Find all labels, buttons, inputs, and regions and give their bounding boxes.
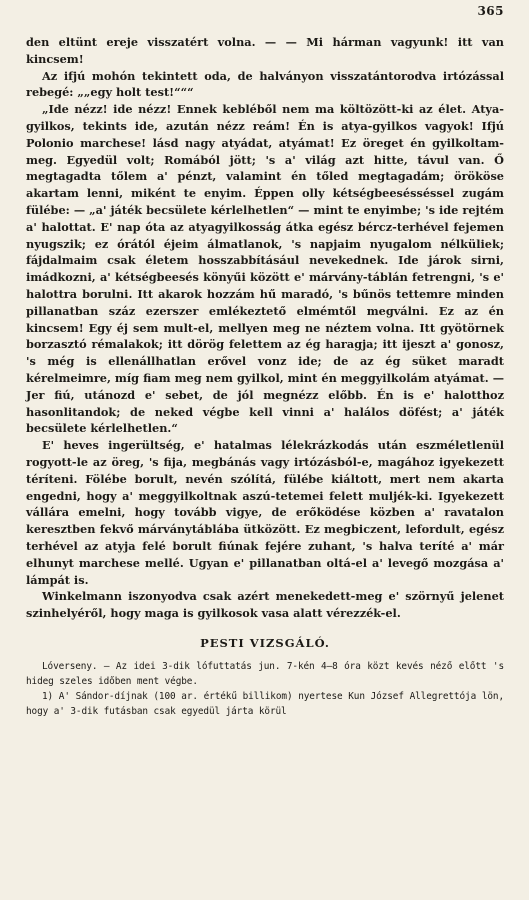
section-title: PESTI VIZSGÁLÓ. (200, 635, 330, 650)
book-page (26, 0, 504, 900)
page-number: 365 (477, 4, 504, 18)
paragraph: Az ifjú mohón tekintett oda, de halványon visszatántorodva irtózással rebegé: „„egy holt test!“““ (26, 68, 504, 100)
small-paragraph: Lóverseny. — Az idei 3-dik lófuttatás jun. 7-kén 4—8 óra közt kevés néző előtt 's hideg szeles időben ment végbe. (26, 660, 504, 687)
paragraph: den eltünt ereje visszatért volna. — — Mi hárman vagyunk! itt van kincsem! (26, 35, 504, 66)
paragraph: „Ide nézz! ide nézz! Ennek kebléből nem ma költözött-ki az élet. Atya-gyilkos, tekints ide, azután nézz reám! Én is atya-gyilkos vagyok! Ifjú Polonio marchese! lásd nagy atyádat, atyámat! Ez öreget én gyilkoltam-meg. Egyedül volt; Romából jött; 's a' világ azt hitte, távul van. Ő megtagadta tőlem a' pénzt, valamint én tőled megtagadám; örököse akartam lenni, miként te enyim. Éppen olly kétségbeesésséssel zugám fülébe: — „a' játék becsülete kérlelhetlen“ — mint te enyimbe; 's ide rejtém a' halottat. E' nap óta az atyagyilkosság átka egész bércz-terhével fejemen nyugszik; ez órától éjeim álmatlanok, 's napjaim nyugalom nélküliek; fájdalmaim csak életem hosszabbításául nevekednek. Ide járok sirni, imádkozni, a' kétségbeesés könyűi között e' márvány-táblán fetrengni, 's e' halottra borulni. Itt akarok hozzám hű maradó, 's bűnös tettemre minden pillanatban száz ezerszer emlékeztető elmémtől megválni. Ez az én kincsem! Egy éj sem mult-el, mellyen meg ne néztem volna. Itt gyötörnek borzasztó rémalakok; itt dörög felettem az ég haragja; itt ijeszt a' gonosz, 's még is ellenállhatlan erővel vonz ide; de az ég süket maradt kérelmeimre, míg fiam meg nem gyilkol, mint én meggyilkolám atyámat. — Jer fiú, utánozd e' sebet, de jól megnézz előbb. Én is e' halotthoz hasonlitandok; de neked végbe kell vinni a' halálos döfést; a' játék becsülete kérlelhetlen.“ (26, 102, 504, 436)
small-paragraph: 1) A' Sándor-díjnak (100 ar. értékű billikom) nyertese Kun József Allegrettója lön, hogy a' 3-dik futásban csak egyedül járta körül (26, 691, 504, 718)
body-text (26, 34, 504, 720)
paragraph: Winkelmann iszonyodva csak azért menekedett-meg e' szörnyű jelenet szinhelyéről, hogy maga is gyilkosok vasa alatt vérezzék-el. (26, 589, 504, 621)
paragraph: E' heves ingerültség, e' hatalmas lélekrázkodás után eszméletlenül rogyott-le az öreg, 's fija, megbánás vagy irtózásból-e, magához igyekezett téríteni. Fölébe borult, nevén szólítá, fülébe kiáltott, mert nem akarta engedni, hogy a' meggyilkoltnak aszú-tetemei felett muljék-ki. Igyekezett vállára emelni, hogy tovább vigye, de erőködése közben a' ravatalon keresztben fekvő márványtáblába ütközött. Ez megbiczent, lefordult, egész terhével az atyja felé borult fiúnak fejére zuhant, 's halva teríté a' már elhunyt marchese mellé. Ugyan e' pillanatban oltá-el a' levegő mozgása a' lámpát is. (26, 438, 504, 587)
